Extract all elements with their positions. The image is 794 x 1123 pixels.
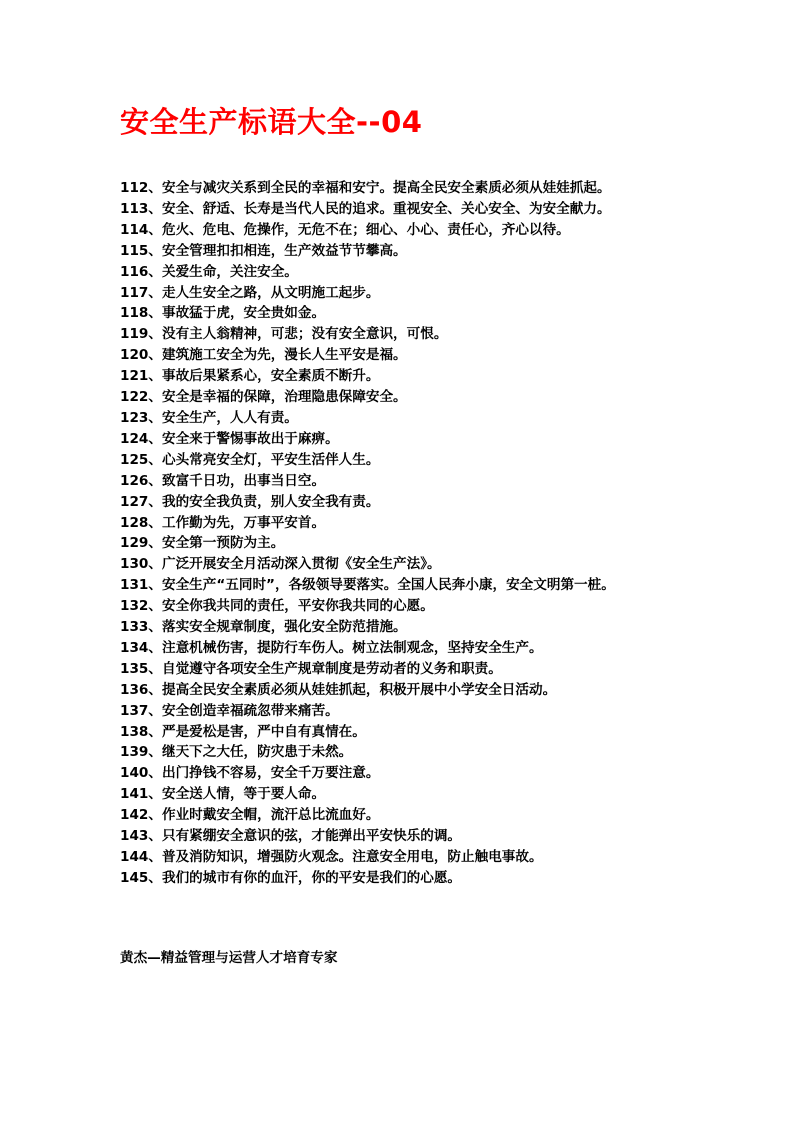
list-item: 124、安全来于警惕事故出于麻痹。 (120, 430, 339, 447)
list-item: 119、没有主人翁精神，可悲；没有安全意识，可恨。 (120, 326, 448, 343)
list-item: 134、注意机械伤害，提防行车伤人。树立法制观念，坚持安全生产。 (120, 639, 543, 656)
list-item: 121、事故后果紧系心，安全素质不断升。 (120, 368, 380, 385)
list-item: 133、落实安全规章制度，强化安全防范措施。 (120, 619, 407, 636)
author-footer: 黄杰—精益管理与运营人才培育专家 (120, 950, 338, 966)
list-item: 142、作业时戴安全帽，流汗总比流血好。 (120, 807, 380, 824)
list-item: 143、只有紧绷安全意识的弦，才能弹出平安快乐的调。 (120, 828, 462, 845)
list-item: 114、危火、危电、危操作，无危不在；细心、小心、责任心，齐心以待。 (120, 221, 570, 238)
list-item: 130、广泛开展安全月活动深入贯彻《安全生产法》。 (120, 556, 441, 573)
list-item: 135、自觉遵守各项安全生产规章制度是劳动者的义务和职责。 (120, 660, 502, 677)
document-title: 安全生产标语大全--04 (120, 105, 423, 139)
list-item: 138、严是爱松是害，严中自有真情在。 (120, 723, 366, 740)
list-item: 125、心头常亮安全灯，平安生活伴人生。 (120, 451, 380, 468)
list-item: 131、安全生产“五同时”，各级领导要落实。全国人民奔小康，安全文明第一桩。 (120, 577, 615, 594)
slogan-list (120, 178, 682, 889)
list-item: 139、继天下之大任，防灾患于未然。 (120, 744, 353, 761)
list-item: 115、安全管理扣扣相连，生产效益节节攀高。 (120, 242, 407, 259)
list-item: 116、关爱生命，关注安全。 (120, 263, 298, 280)
list-item: 113、安全、舒适、长寿是当代人民的追求。重视安全、关心安全、为安全献力。 (120, 200, 611, 217)
list-item: 127、我的安全我负责，别人安全我有责。 (120, 493, 380, 510)
list-item: 112、安全与减灾关系到全民的幸福和安宁。提高全民安全素质必须从娃娃抓起。 (120, 180, 611, 196)
list-item: 132、安全你我共同的责任，平安你我共同的心愿。 (120, 598, 434, 615)
list-item: 118、事故猛于虎，安全贵如金。 (120, 305, 326, 322)
list-item: 122、安全是幸福的保障，治理隐患保障安全。 (120, 389, 407, 406)
list-item: 144、普及消防知识，增强防火观念。注意安全用电，防止触电事故。 (120, 849, 543, 865)
list-item: 120、建筑施工安全为先，漫长人生平安是福。 (120, 347, 407, 364)
list-item: 140、出门挣钱不容易，安全千万要注意。 (120, 765, 380, 782)
list-item: 126、致富千日功，出事当日空。 (120, 472, 326, 489)
list-item: 123、安全生产，人人有责。 (120, 409, 298, 426)
list-item: 136、提高全民安全素质必须从娃娃抓起，积极开展中小学安全日活动。 (120, 681, 557, 698)
list-item: 117、走人生安全之路，从文明施工起步。 (120, 284, 380, 301)
list-item: 145、我们的城市有你的血汗，你的平安是我们的心愿。 (120, 869, 462, 886)
list-item: 141、安全送人情，等于要人命。 (120, 786, 326, 803)
list-item: 129、安全第一预防为主。 (120, 535, 285, 552)
list-item: 128、工作勤为先，万事平安首。 (120, 514, 326, 531)
list-item: 137、安全创造幸福疏忽带来痛苦。 (120, 702, 339, 719)
